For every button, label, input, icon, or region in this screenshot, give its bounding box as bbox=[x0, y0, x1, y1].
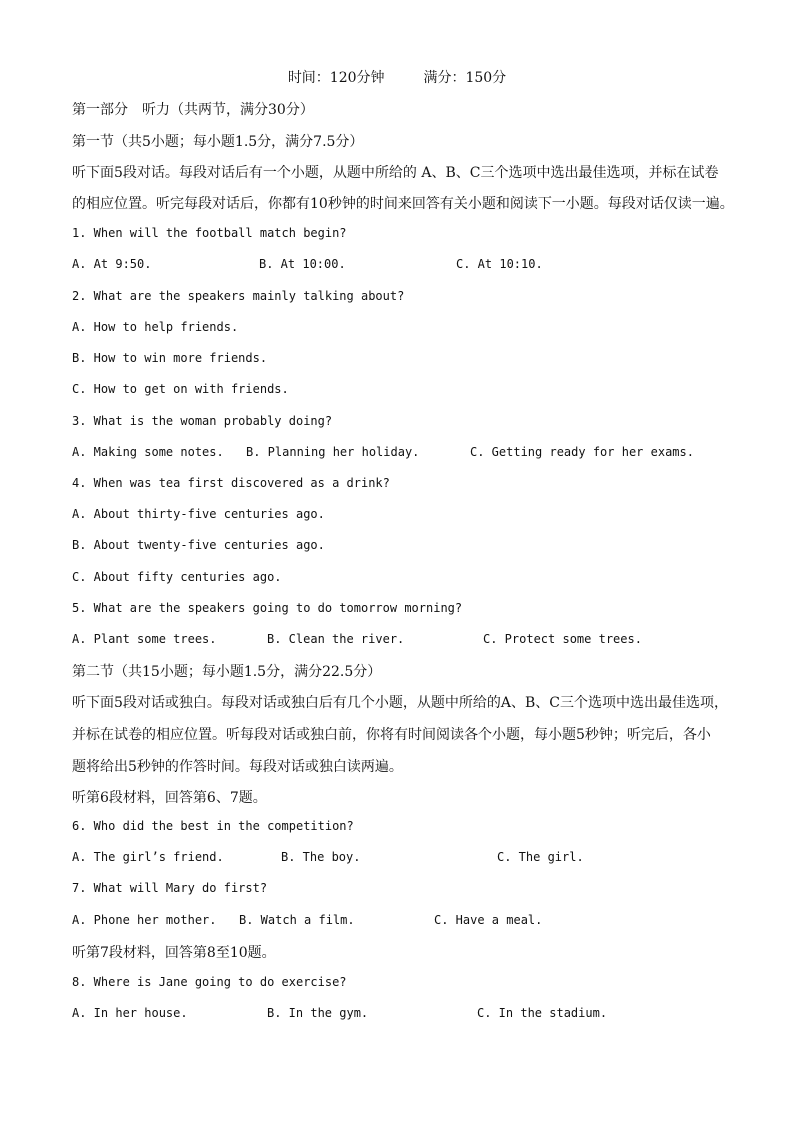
answer-option: A. How to help friends. bbox=[72, 320, 239, 334]
answer-option: C. Getting ready for her exams. bbox=[470, 445, 694, 459]
answer-option: C. At 10:10. bbox=[456, 257, 543, 271]
answer-option: A. In her house. bbox=[72, 1006, 188, 1020]
answer-option: C. Protect some trees. bbox=[483, 632, 642, 646]
answer-option: C. In the stadium. bbox=[477, 1006, 608, 1020]
answer-option: C. The girl. bbox=[497, 850, 584, 864]
answer-option: A. About thirty-five centuries ago. bbox=[72, 507, 325, 521]
instruction-line: 的相应位置。听完每段对话后，你都有10秒钟的时间来回答有关小题和阅读下一小题。每段对话仅读一遍。 bbox=[72, 196, 734, 212]
instruction-line: 题将给出5秒钟的作答时间。每段对话或独白读两遍。 bbox=[72, 759, 403, 775]
answer-option: A. Phone her mother. bbox=[72, 913, 217, 927]
answer-option: A. The girl’s friend. bbox=[72, 850, 224, 864]
answer-option: B. The boy. bbox=[281, 850, 361, 864]
section-title: 第二节（共15小题；每小题1.5分，满分22.5分） bbox=[72, 664, 382, 680]
answer-option: C. How to get on with friends. bbox=[72, 382, 289, 396]
answer-option: B. In the gym. bbox=[267, 1006, 369, 1020]
answer-option: C. Have a meal. bbox=[434, 913, 543, 927]
question-stem: 7. What will Mary do first? bbox=[72, 881, 268, 895]
question-stem: 4. When was tea first discovered as a drink? bbox=[72, 476, 390, 490]
question-stem: 5. What are the speakers going to do tomorrow morning? bbox=[72, 601, 463, 615]
exam-full-score: 满分：150分 bbox=[423, 70, 507, 86]
answer-option: B. Clean the river. bbox=[267, 632, 405, 646]
part-title: 第一部分 听力（共两节，满分30分） bbox=[72, 102, 314, 118]
question-stem: 6. Who did the best in the competition? bbox=[72, 819, 354, 833]
answer-option: B. Planning her holiday. bbox=[246, 445, 420, 459]
instruction-line: 听下面5段对话。每段对话后有一个小题，从题中所给的 A、B、C三个选项中选出最佳选项，并标在试卷 bbox=[72, 165, 719, 181]
question-stem: 2. What are the speakers mainly talking about? bbox=[72, 289, 405, 303]
question-stem: 3. What is the woman probably doing? bbox=[72, 414, 333, 428]
answer-option: B. About twenty-five centuries ago. bbox=[72, 538, 325, 552]
answer-option: B. How to win more friends. bbox=[72, 351, 268, 365]
material-instruction: 听第6段材料，回答第6、7题。 bbox=[72, 790, 267, 806]
exam-time: 时间：120分钟 bbox=[287, 70, 385, 86]
answer-option: B. Watch a film. bbox=[239, 913, 355, 927]
question-stem: 1. When will the football match begin? bbox=[72, 226, 347, 240]
instruction-line: 并标在试卷的相应位置。听每段对话或独白前，你将有时间阅读各个小题，每小题5秒钟；听完后，各小 bbox=[72, 727, 711, 743]
section-title: 第一节（共5小题；每小题1.5分，满分7.5分） bbox=[72, 134, 364, 150]
answer-option: C. About fifty centuries ago. bbox=[72, 570, 282, 584]
exam-header bbox=[0, 67, 794, 87]
question-stem: 8. Where is Jane going to do exercise? bbox=[72, 975, 347, 989]
material-instruction: 听第7段材料，回答第8至10题。 bbox=[72, 945, 276, 961]
answer-option: A. Making some notes. bbox=[72, 445, 224, 459]
instruction-line: 听下面5段对话或独白。每段对话或独白后有几个小题，从题中所给的A、B、C三个选项中选出最佳选项， bbox=[72, 695, 729, 711]
answer-option: B. At 10:00. bbox=[259, 257, 346, 271]
answer-option: A. At 9:50. bbox=[72, 257, 152, 271]
answer-option: A. Plant some trees. bbox=[72, 632, 217, 646]
